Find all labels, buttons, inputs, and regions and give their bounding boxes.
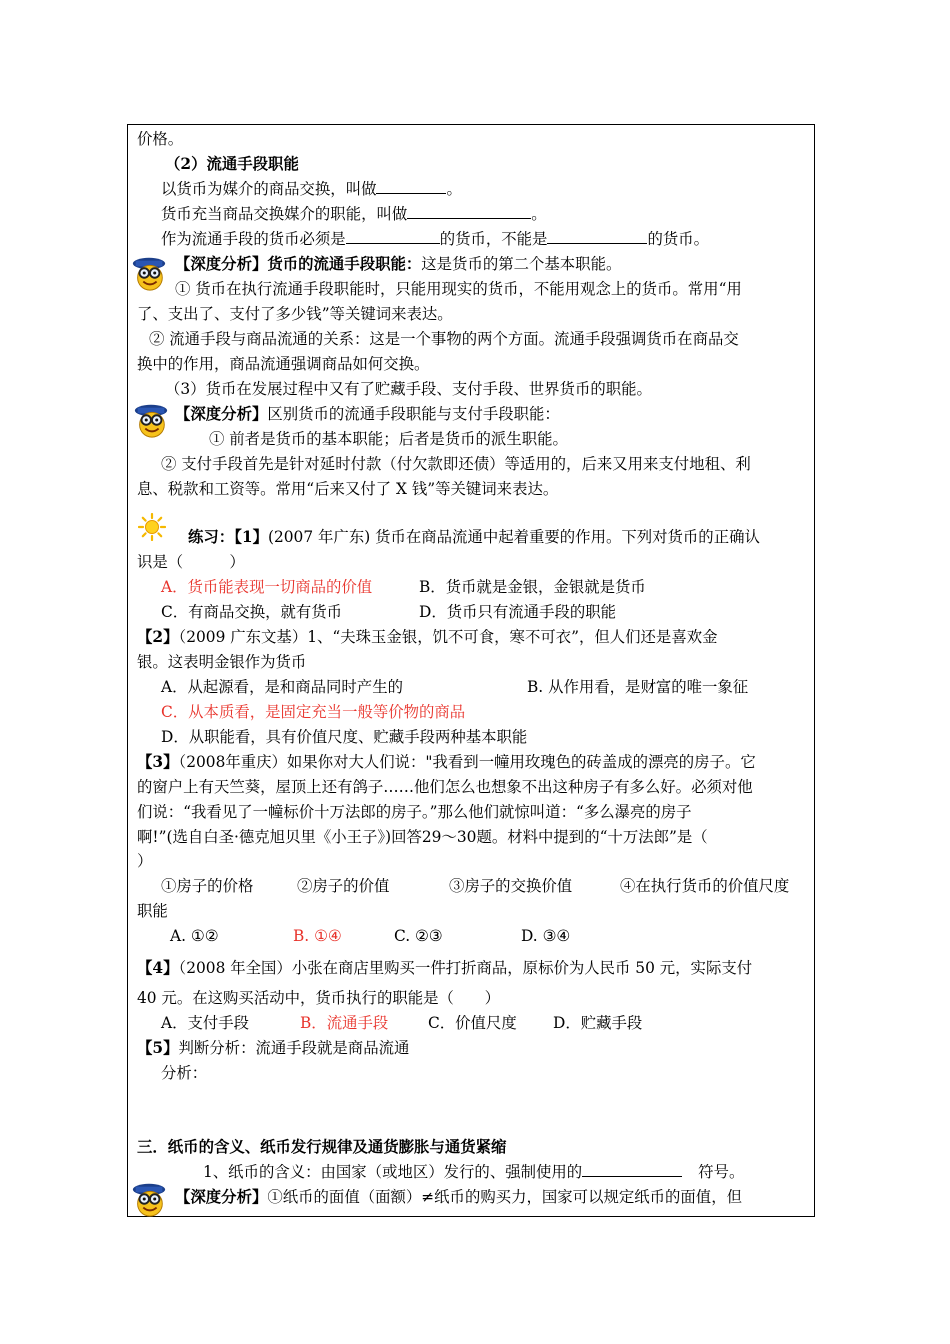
exercise-2-question: 【2】（2009 广东文基）1、“夫珠玉金银，饥不可食，寒不可衣”，但人们还是喜欢金 bbox=[137, 628, 718, 646]
sun-icon bbox=[138, 513, 166, 541]
option-d[interactable]: D．货币只有流通手段的职能 bbox=[419, 603, 617, 621]
option-d[interactable]: D. ③④ bbox=[521, 927, 571, 945]
text-line: 息、税款和工资等。常用“后来又付了 X 钱”等关键词来表达。 bbox=[137, 480, 559, 498]
text-line: 价格。 bbox=[137, 130, 184, 148]
answer-blank[interactable] bbox=[582, 1162, 682, 1177]
fill-line: 货币充当商品交换媒介的职能，叫做 。 bbox=[161, 205, 547, 223]
text-line: ② 支付手段首先是针对延时付款（付欠款即还债）等适用的，后来又用来支付地租、利 bbox=[161, 455, 751, 473]
option-b[interactable]: B. 从作用看，是财富的唯一象征 bbox=[527, 678, 749, 696]
analysis-heading: 【深度分析】①纸币的面值（面额）≠纸币的购买力，国家可以规定纸币的面值，但 bbox=[175, 1188, 742, 1206]
option-a-correct[interactable]: A．货币能表现一切商品的价值 bbox=[161, 578, 373, 596]
text-line: 的窗户上有天竺葵，屋顶上还有鸽子……他们怎么也想象不出这种房子有多么好。必须对他 bbox=[137, 778, 753, 796]
option-c-correct[interactable]: C．从本质看，是固定充当一般等价物的商品 bbox=[161, 703, 466, 721]
analysis-heading: 【深度分析】货币的流通手段职能：这是货币的第二个基本职能。 bbox=[175, 255, 622, 273]
exercise-1-question: 练习：【1】(2007 年广东) 货币在商品流通中起着重要的作用。下列对货币的正确认 bbox=[188, 528, 760, 546]
answer-blank[interactable] bbox=[407, 204, 531, 219]
choice-item: ③房子的交换价值 bbox=[449, 877, 573, 895]
text-line: ① 货币在执行流通手段职能时，只能用现实的货币，不能用观念上的货币。常用“用 bbox=[175, 280, 742, 298]
exercise-3-question: 【3】（2008年重庆）如果你对大人们说："我看到一幢用玫瑰色的砖盖成的漂亮的房子。它 bbox=[137, 753, 756, 771]
exercise-5-question: 【5】判断分析：流通手段就是商品流通 bbox=[137, 1039, 410, 1057]
text-line: （3）货币在发展过程中又有了贮藏手段、支付手段、世界货币的职能。 bbox=[165, 380, 652, 398]
text-line: ） bbox=[137, 852, 153, 870]
fill-line: 作为流通手段的货币必须是 的货币，不能是 的货币。 bbox=[161, 230, 710, 248]
text-line: 识是（ ） bbox=[137, 553, 245, 571]
option-a[interactable]: A．从起源看，是和商品同时产生的 bbox=[161, 678, 403, 696]
text-line: ② 流通手段与商品流通的关系：这是一个事物的两个方面。流通手段强调货币在商品交 bbox=[149, 330, 739, 348]
text-line: 了、支出了、支付了多少钱”等关键词来表达。 bbox=[137, 305, 453, 323]
option-d[interactable]: D．从职能看，具有价值尺度、贮藏手段两种基本职能 bbox=[161, 728, 528, 746]
analysis-heading: 【深度分析】区别货币的流通手段职能与支付手段职能： bbox=[175, 405, 560, 423]
smiley-glasses-icon bbox=[130, 254, 168, 292]
choice-item: ②房子的价值 bbox=[297, 877, 390, 895]
exercise-4-question: 【4】（2008 年全国）小张在商店里购买一件打折商品，原标价为人民币 50 元，实际支付 bbox=[137, 959, 753, 977]
answer-blank[interactable] bbox=[376, 179, 446, 194]
smiley-glasses-icon bbox=[130, 1180, 168, 1218]
option-c[interactable]: C. ②③ bbox=[394, 927, 443, 945]
fill-line: 以货币为媒介的商品交换，叫做 。 bbox=[161, 180, 462, 198]
option-b-correct[interactable]: B. ①④ bbox=[293, 927, 342, 945]
option-d[interactable]: D．贮藏手段 bbox=[553, 1014, 643, 1032]
option-b-correct[interactable]: B．流通手段 bbox=[300, 1014, 389, 1032]
text-line: 40 元。在这购买活动中，货币执行的职能是（ ） bbox=[137, 989, 501, 1007]
option-b[interactable]: B．货币就是金银，金银就是货币 bbox=[419, 578, 646, 596]
fill-line: 1、纸币的含义：由国家（或地区）发行的、强制使用的 符号。 bbox=[203, 1163, 745, 1181]
analysis-label: 分析： bbox=[161, 1064, 208, 1082]
text-line: 职能 bbox=[137, 902, 168, 920]
section-heading: （2）流通手段职能 bbox=[165, 155, 299, 173]
option-a[interactable]: A. ①② bbox=[170, 927, 219, 945]
option-a[interactable]: A．支付手段 bbox=[161, 1014, 250, 1032]
smiley-glasses-icon bbox=[132, 401, 170, 439]
text-line: ① 前者是货币的基本职能；后者是货币的派生职能。 bbox=[209, 430, 568, 448]
text-line: 换中的作用，商品流通强调商品如何交换。 bbox=[137, 355, 430, 373]
answer-blank[interactable] bbox=[547, 229, 647, 244]
option-c[interactable]: C．有商品交换，就有货币 bbox=[161, 603, 343, 621]
choice-item: ①房子的价格 bbox=[161, 877, 254, 895]
content-frame bbox=[127, 124, 815, 1217]
text-line: 们说：“我看见了一幢标价十万法郎的房子。”那么他们就惊叫道：“多么瀑亮的房子 bbox=[137, 803, 692, 821]
choice-item: ④在执行货币的价值尺度 bbox=[620, 877, 790, 895]
text-line: 啊!”(选自白圣·德克旭贝里《小王子》)回答29～30题。材料中提到的“十万法郎”是（ bbox=[137, 828, 708, 846]
option-c[interactable]: C．价值尺度 bbox=[428, 1014, 517, 1032]
text-line: 银。这表明金银作为货币 bbox=[137, 653, 307, 671]
answer-blank[interactable] bbox=[346, 229, 440, 244]
section-heading: 三．纸币的含义、纸币发行规律及通货膨胀与通货紧缩 bbox=[137, 1138, 507, 1156]
